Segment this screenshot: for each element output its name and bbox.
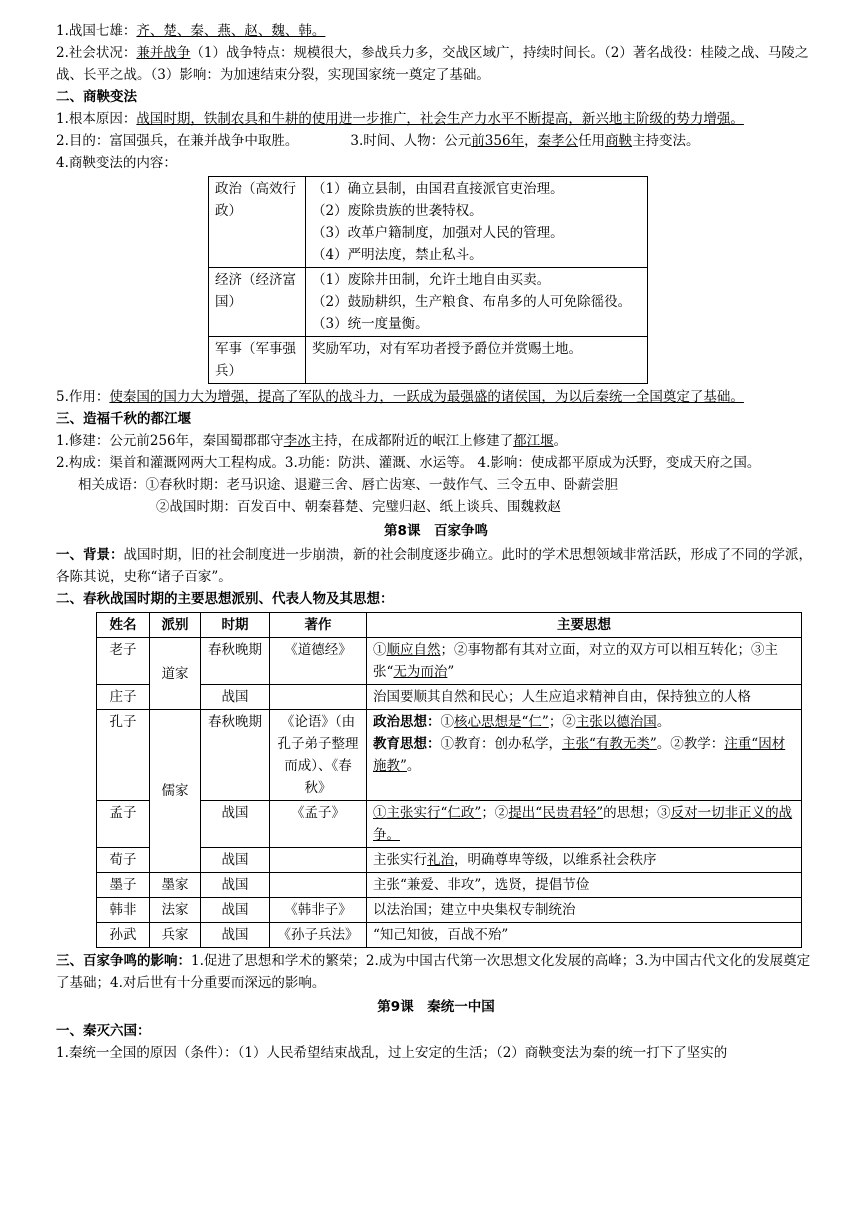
table-row bbox=[97, 923, 802, 948]
background-line bbox=[56, 544, 816, 588]
heading-schools: 二、春秋战国时期的主要思想派别、代表人物及其思想： bbox=[56, 591, 394, 607]
table-cell: 墨子 bbox=[97, 873, 150, 898]
idiom-line-1: 相关成语：①春秋时期：老马识途、退避三舍、唇亡齿寒、一鼓作气、三令五申、卧薪尝胆 bbox=[78, 477, 618, 493]
text: （1）战争特点：规模很大，参战兵力多，交战区域广，持续时间长。（2）著名战役：桂陵之战、马陵之战、长平之战。（3）影响：为加速结束分裂，实现国家统一奠定了基础。 bbox=[56, 45, 809, 83]
table-row bbox=[97, 638, 802, 685]
underlined-text: 兼并战争 bbox=[136, 45, 191, 61]
text: ；② bbox=[481, 805, 509, 821]
header-cell: 姓名 bbox=[97, 613, 150, 638]
text: ，明确尊卑等级，以维系社会秩序 bbox=[454, 852, 657, 868]
text: ， bbox=[524, 133, 538, 149]
underlined-text: 顺应自然 bbox=[386, 642, 441, 658]
table-cell: 治国要顺其自然和民心；人生应追求精神自由，保持独立的人格 bbox=[367, 685, 802, 710]
text: ；②事物都有其对立面，对立的双方可以相互转化；③主张“ bbox=[373, 642, 778, 680]
table-cell: 战国 bbox=[201, 898, 270, 923]
list-item: （3）统一度量衡。 bbox=[312, 316, 429, 332]
table-cell: 法家 bbox=[150, 898, 201, 923]
table-cell: 军事（军事强兵） bbox=[209, 337, 306, 384]
underlined-text: 礼治 bbox=[427, 852, 454, 868]
label: 一、背景： bbox=[56, 547, 124, 563]
political-thought bbox=[373, 711, 795, 733]
qi-xiong-line bbox=[56, 20, 816, 42]
table-row bbox=[97, 873, 802, 898]
underlined-text: 主张以德治国 bbox=[575, 714, 657, 730]
table-cell bbox=[367, 801, 802, 848]
table-cell: 《韩非子》 bbox=[270, 898, 367, 923]
heading-dujiangyan: 三、造福千秋的都江堰 bbox=[56, 411, 191, 427]
underlined-text: 都江堰 bbox=[513, 433, 554, 449]
text: 。 bbox=[656, 714, 671, 730]
table-row bbox=[209, 177, 648, 268]
text: ① bbox=[373, 642, 387, 658]
table-cell: 政治（高效行政） bbox=[209, 177, 306, 268]
table-cell: 墨家 bbox=[150, 873, 201, 898]
text: 主持变法。 bbox=[632, 133, 700, 149]
reform-table bbox=[208, 176, 648, 384]
table-row bbox=[97, 848, 802, 873]
table-cell: 孟子 bbox=[97, 801, 150, 848]
underlined-text: 反对一切非正义的战争。 bbox=[373, 805, 793, 843]
table-cell: 主张“兼爱、非攻”，选贤，提倡节俭 bbox=[367, 873, 802, 898]
table-cell: 《孟子》 bbox=[270, 801, 367, 848]
list-item: （3）改革户籍制度，加强对人民的管理。 bbox=[312, 225, 564, 241]
text: 5.作用： bbox=[56, 389, 110, 405]
underlined-text: 齐、楚、秦、燕、赵、魏、韩。 bbox=[136, 23, 326, 39]
structure-line: 2.构成：渠首和灌溉网两大工程构成。3.功能：防洪、灌溉、水运等。 4.影响：使成都平原成为沃野，变成天府之国。 bbox=[56, 455, 761, 471]
table-cell: 道家 bbox=[150, 638, 201, 710]
table-cell: 战国 bbox=[201, 801, 270, 848]
table-cell bbox=[306, 268, 648, 337]
text: 2.社会状况： bbox=[56, 45, 137, 61]
table-cell: 孙武 bbox=[97, 923, 150, 948]
underlined-text: 秦孝公 bbox=[537, 133, 579, 149]
table-cell: 经济（经济富国） bbox=[209, 268, 306, 337]
table-cell bbox=[270, 873, 367, 898]
schools-table bbox=[96, 612, 802, 948]
text: 。 bbox=[406, 758, 421, 774]
table-cell bbox=[270, 685, 367, 710]
underlined-text: 李冰 bbox=[283, 433, 311, 449]
list-item: （4）严明法度，禁止私斗。 bbox=[312, 247, 483, 263]
label: 教育思想： bbox=[373, 736, 441, 752]
table-cell: 以法治国；建立中央集权专制统治 bbox=[367, 898, 802, 923]
influence-line bbox=[56, 950, 816, 994]
table-cell: 兵家 bbox=[150, 923, 201, 948]
header-cell: 时期 bbox=[201, 613, 270, 638]
underlined-text: 战国时期，铁制农具和牛耕的使用进一步推广，社会生产力水平不断提高，新兴地主阶级的势力增强。 bbox=[136, 111, 744, 127]
label: 政治思想： bbox=[373, 714, 441, 730]
text: 主持，在成都附近的岷江上修建了 bbox=[310, 433, 514, 449]
text: 任用 bbox=[578, 133, 606, 149]
reform-content-line: 4.商鞅变法的内容： bbox=[56, 155, 177, 171]
text: ” bbox=[447, 664, 455, 680]
table-cell bbox=[367, 848, 802, 873]
table-cell: 《论语》（由孔子弟子整理而成）、《春秋》 bbox=[270, 710, 367, 801]
list-item: （2）鼓励耕织，生产粮食、布帛多的人可免除徭役。 bbox=[312, 294, 632, 310]
build-line bbox=[56, 430, 816, 452]
education-thought bbox=[373, 733, 795, 777]
text: 1.促进了思想和学术的繁荣；2.成为中国古代第一次思想文化发展的高峰；3.为中国古代文化的发展奠定了基础；4.对后世有十分重要而深远的影响。 bbox=[56, 953, 811, 991]
text: 的思想；③ bbox=[603, 805, 671, 821]
list-item: （2）废除贵族的世袭特权。 bbox=[312, 203, 483, 219]
reason-line: 1.秦统一全国的原因（条件）：（1）人民希望结束战乱，过上安定的生活；（2）商鞅变法为秦的统一打下了坚实的 bbox=[56, 1045, 728, 1061]
header-cell: 主要思想 bbox=[367, 613, 802, 638]
underlined-text: 核心思想是“仁” bbox=[454, 714, 549, 730]
underlined-text: 使秦国的国力大为增强，提高了军队的战斗力，一跃成为最强盛的诸侯国，为以后秦统一全国奠定了基础。 bbox=[109, 389, 744, 405]
table-cell: 荀子 bbox=[97, 848, 150, 873]
underlined-text: 注重“因材施教” bbox=[373, 736, 786, 774]
social-status-line bbox=[56, 42, 816, 86]
label: 三、百家争鸣的影响： bbox=[56, 953, 191, 969]
underlined-text: 商鞅 bbox=[605, 133, 633, 149]
table-row bbox=[97, 685, 802, 710]
table-cell: 战国 bbox=[201, 685, 270, 710]
table-cell: 孔子 bbox=[97, 710, 150, 801]
text: 1.根本原因： bbox=[56, 111, 137, 127]
table-row bbox=[97, 801, 802, 848]
table-row bbox=[209, 337, 648, 384]
text: 。 bbox=[553, 433, 568, 449]
text: 1.修建：公元前256年，秦国蜀郡郡守 bbox=[56, 433, 284, 449]
text: 战国时期，旧的社会制度进一步崩溃，新的社会制度逐步确立。此时的学术思想领域非常活跃，形成了不同的学派，各陈其说，史称“诸子百家”。 bbox=[56, 547, 812, 585]
root-cause-line bbox=[56, 108, 816, 130]
table-cell: 老子 bbox=[97, 638, 150, 685]
table-cell: 战国 bbox=[201, 873, 270, 898]
text: 。②教学： bbox=[656, 736, 725, 752]
document-page bbox=[56, 20, 816, 1064]
table-row bbox=[97, 710, 802, 801]
purpose-time-line bbox=[56, 130, 816, 152]
table-cell: 春秋晚期 bbox=[201, 710, 270, 801]
table-cell: 战国 bbox=[201, 923, 270, 948]
underlined-text: ①主张实行“仁政” bbox=[373, 805, 482, 821]
lesson-8-title: 第8课 百家争鸣 bbox=[384, 523, 488, 539]
underlined-text: 提出“民贵君轻” bbox=[508, 805, 604, 821]
table-cell: 《道德经》 bbox=[270, 638, 367, 685]
table-cell bbox=[306, 177, 648, 268]
list-item: （1）确立县制，由国君直接派官吏治理。 bbox=[312, 181, 564, 197]
table-header-row bbox=[97, 613, 802, 638]
effect-line bbox=[56, 386, 816, 408]
idiom-line-2: ②战国时期：百发百中、朝秦暮楚、完璧归赵、纸上谈兵、围魏救赵 bbox=[156, 499, 561, 515]
heading-shangyang: 二、商鞅变法 bbox=[56, 89, 137, 105]
text: ① bbox=[440, 714, 454, 730]
table-cell bbox=[367, 638, 802, 685]
text: ；② bbox=[548, 714, 576, 730]
table-cell: 庄子 bbox=[97, 685, 150, 710]
table-cell: 韩非 bbox=[97, 898, 150, 923]
table-cell: 春秋晚期 bbox=[201, 638, 270, 685]
list-item: （1）废除井田制，允许土地自由买卖。 bbox=[312, 272, 551, 288]
list-item: 奖励军功，对有军功者授予爵位并赏赐土地。 bbox=[312, 341, 582, 357]
heading-qin-six: 一、秦灭六国： bbox=[56, 1023, 151, 1039]
header-cell: 著作 bbox=[270, 613, 367, 638]
table-cell: 《孙子兵法》 bbox=[270, 923, 367, 948]
underlined-text: 前356年 bbox=[471, 133, 525, 149]
text: ①教育：创办私学， bbox=[440, 736, 562, 752]
text: 3.时间、人物：公元 bbox=[350, 133, 472, 149]
text: 2.目的：富国强兵，在兼并战争中取胜。 bbox=[56, 133, 299, 149]
table-row bbox=[97, 898, 802, 923]
text: 1.战国七雄： bbox=[56, 23, 137, 39]
table-cell bbox=[367, 710, 802, 801]
table-cell bbox=[270, 848, 367, 873]
header-cell: 派别 bbox=[150, 613, 201, 638]
table-cell: 儒家 bbox=[150, 710, 201, 873]
text: 主张实行 bbox=[373, 852, 427, 868]
table-row bbox=[209, 268, 648, 337]
lesson-9-title: 第9课 秦统一中国 bbox=[377, 999, 495, 1015]
table-cell: 战国 bbox=[201, 848, 270, 873]
underlined-text: 无为而治 bbox=[393, 664, 448, 680]
table-cell bbox=[306, 337, 648, 384]
underlined-text: 主张“有教无类” bbox=[562, 736, 657, 752]
table-cell: “知己知彼，百战不殆” bbox=[367, 923, 802, 948]
